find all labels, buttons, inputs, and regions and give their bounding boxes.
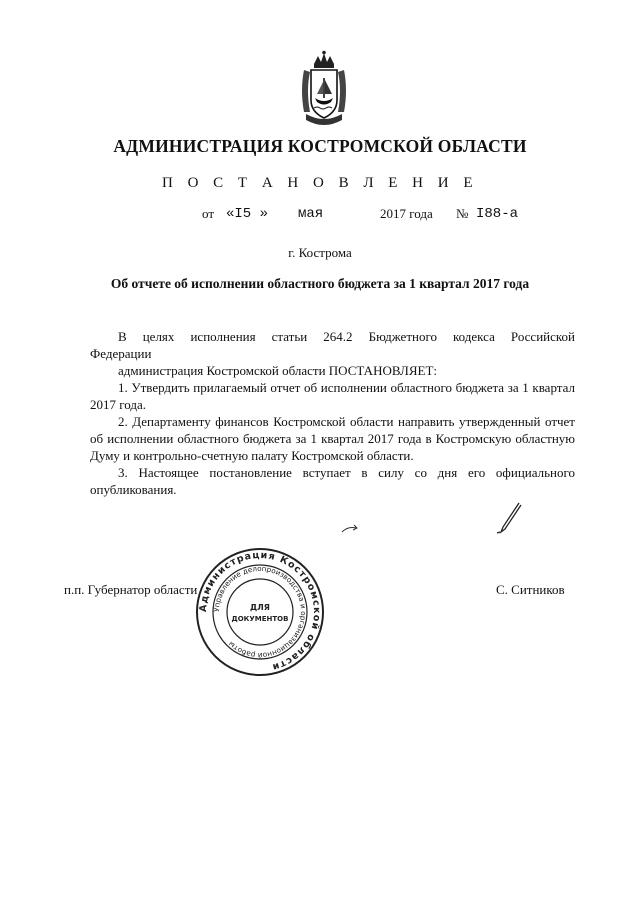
document-subject: Об отчете об исполнении областного бюджета за 1 квартал 2017 года	[110, 276, 530, 291]
date-month: мая	[298, 206, 324, 222]
paragraph-item-2: 2. Департаменту финансов Костромской области направить утвержденный отчет об исполнении областного бюджета за 1 квартал 2017 года в Костромскую областную Думу и контрольно-счетную палату Костромской области.	[90, 414, 575, 463]
round-seal-stamp-icon	[194, 546, 326, 678]
date-year: 2017 года	[380, 206, 433, 221]
date-day: «I5 »	[226, 206, 269, 222]
stamp-center-line-2: ДОКУМЕНТОВ	[231, 615, 289, 623]
signer-name: С. Ситников	[496, 582, 565, 597]
date-line	[0, 206, 640, 226]
stamp-outer-text: Администрация Костромской области	[197, 549, 323, 673]
paragraph-intro: В целях исполнения статьи 264.2 Бюджетного кодекса Российской	[118, 329, 575, 344]
paragraph-resolves: администрация Костромской области ПОСТАНОВЛЯЕТ:	[118, 363, 438, 378]
organization-title: АДМИНИСТРАЦИЯ КОСТРОМСКОЙ ОБЛАСТИ	[113, 136, 527, 156]
tick-mark-icon	[340, 522, 360, 536]
stamp-inner-text: Управление делопроизводства и организационной работы	[211, 563, 309, 661]
date-prefix: от	[202, 206, 215, 221]
document-number: I88-а	[476, 206, 519, 222]
handwritten-pen-mark-icon	[495, 500, 525, 534]
number-sign: №	[456, 206, 469, 221]
paragraph-intro-continued: Федерации	[90, 346, 152, 361]
paragraph-item-1: 1. Утвердить прилагаемый отчет об исполнении областного бюджета за 1 квартал 2017 года.	[90, 380, 575, 412]
coat-of-arms-icon	[296, 50, 352, 132]
city: г. Кострома	[288, 245, 352, 260]
document-type: П О С Т А Н О В Л Е Н И Е	[162, 175, 478, 191]
paragraph-item-3: 3. Настоящее постановление вступает в силу со дня его официального опубликования.	[90, 465, 575, 497]
stamp-center-line-1: ДЛЯ	[250, 603, 270, 612]
signer-position: п.п. Губернатор области	[64, 582, 198, 597]
document-body	[90, 328, 575, 498]
